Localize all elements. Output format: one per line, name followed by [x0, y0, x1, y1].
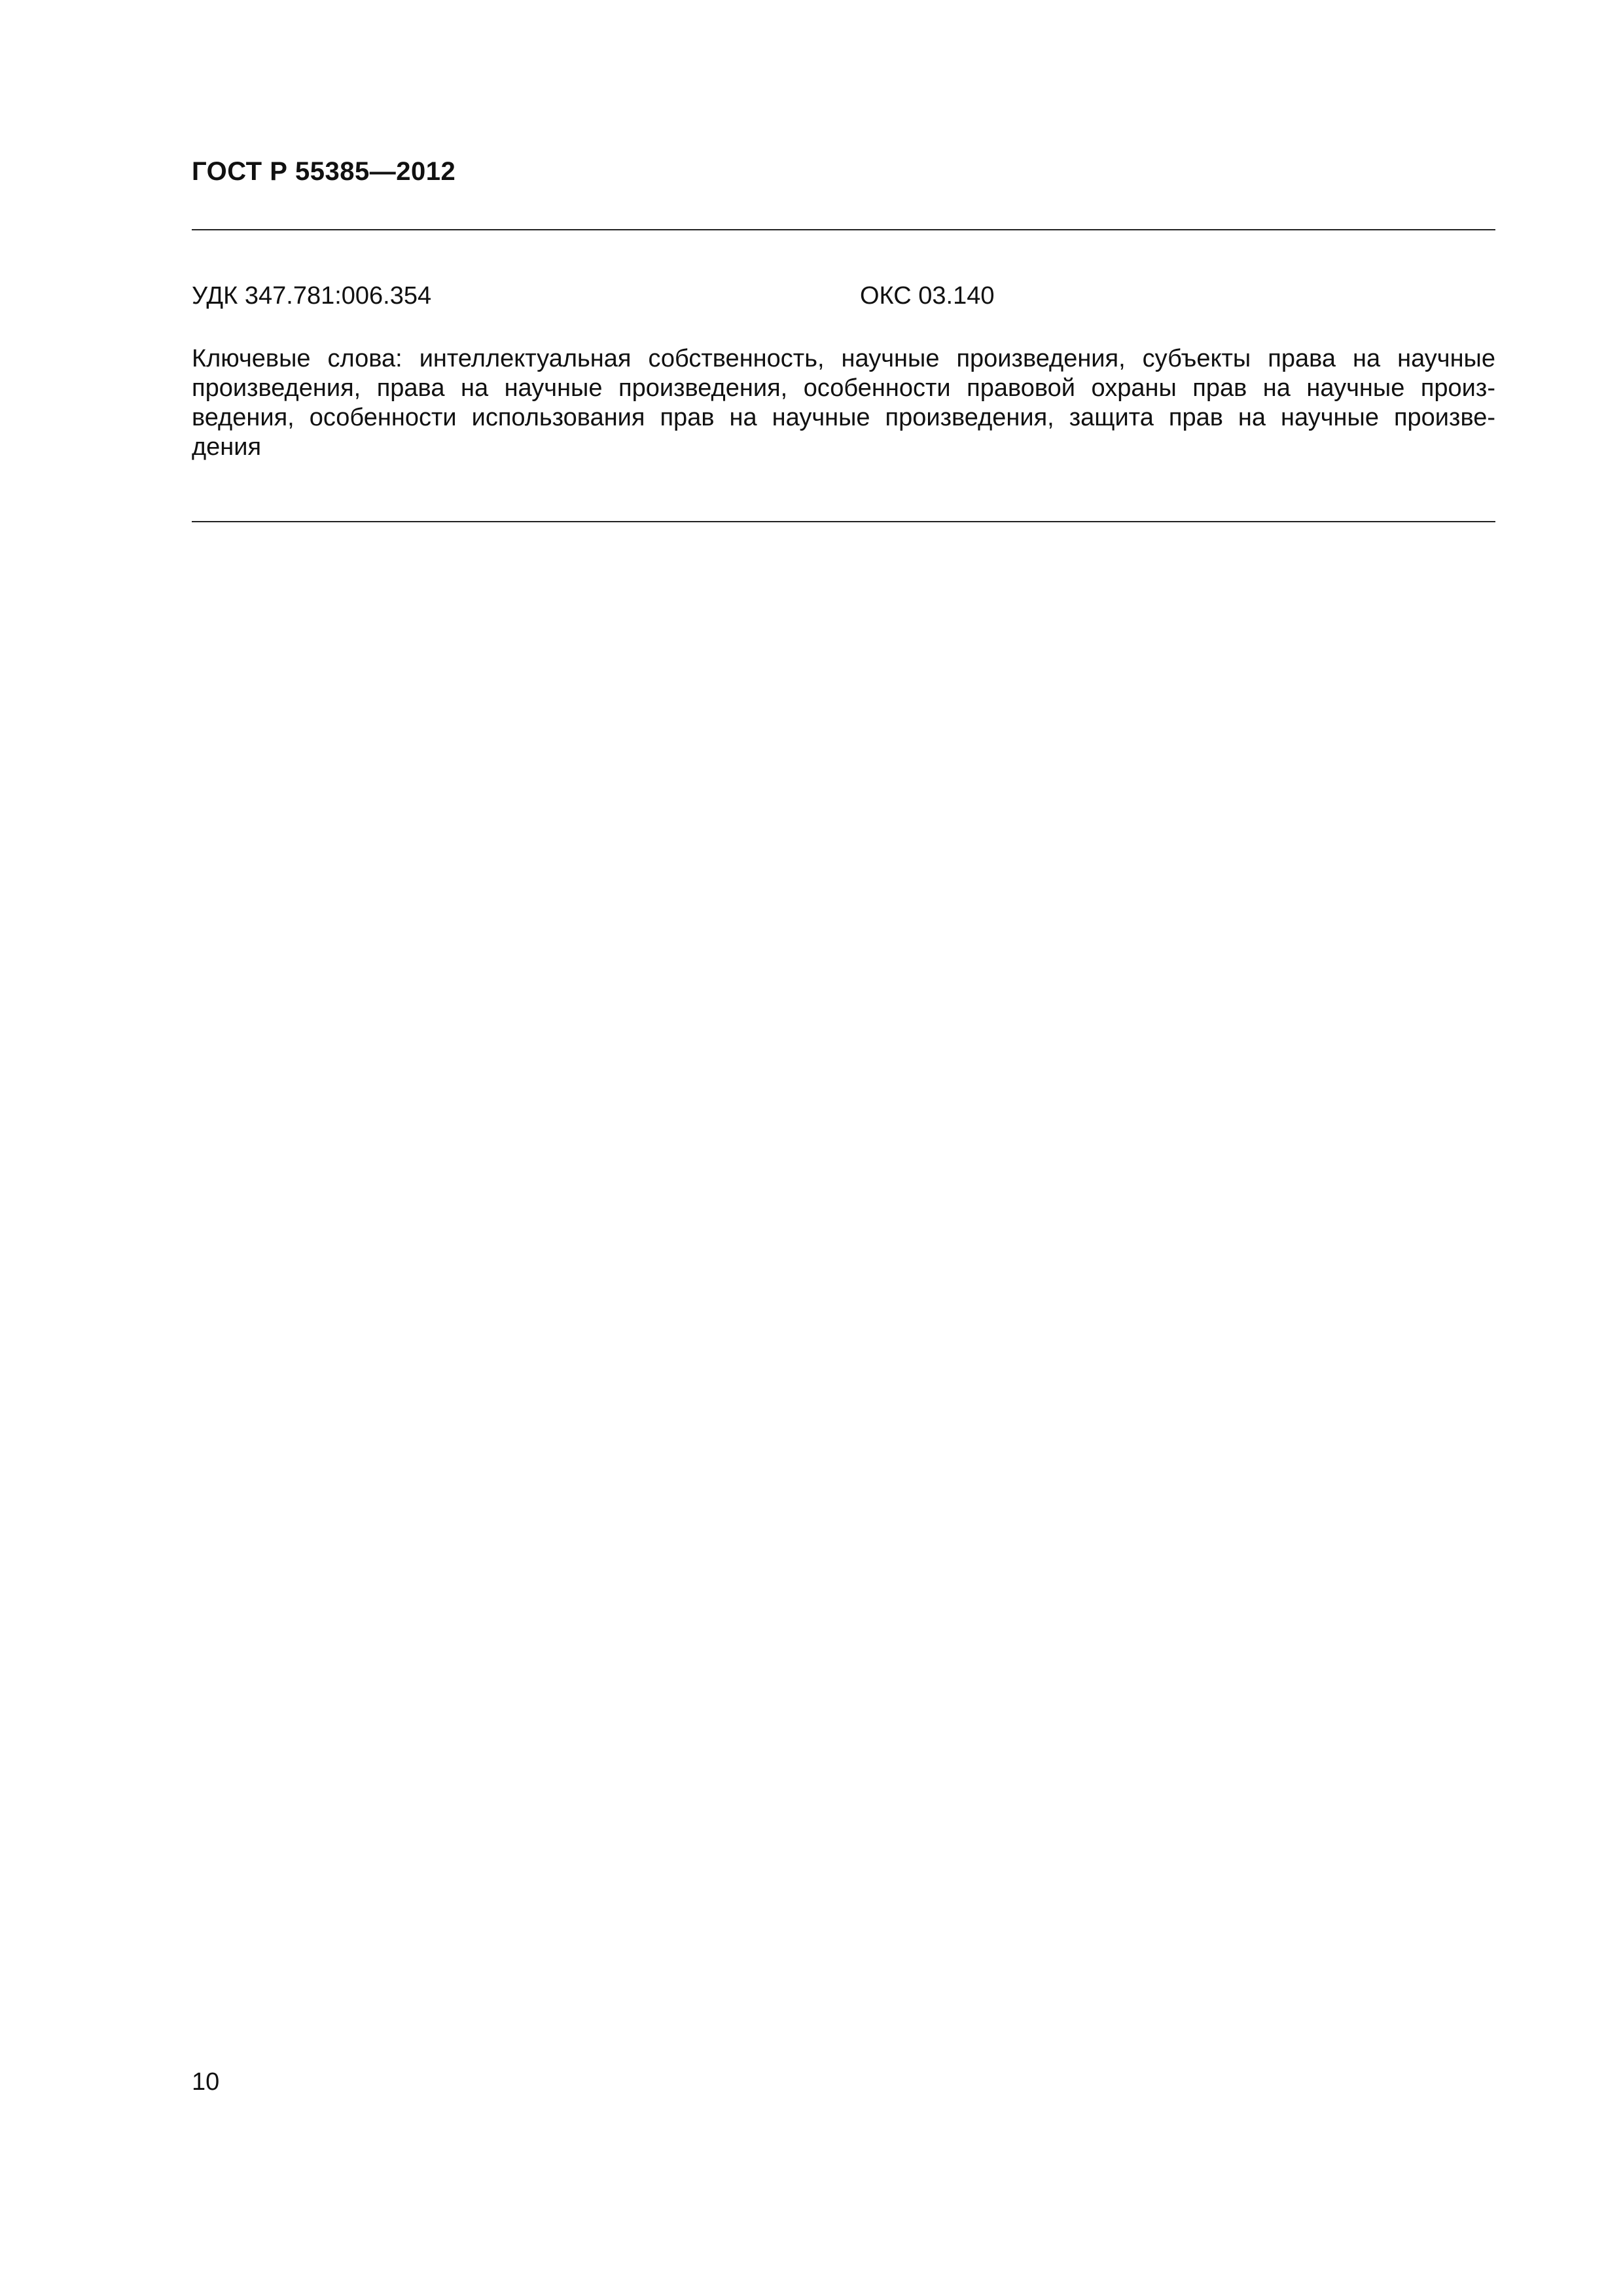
bottom-divider — [192, 521, 1495, 522]
keywords-line: дения — [192, 433, 262, 461]
keywords-line: произведения, права на научные произведения, особенности правовой охраны прав на научные произ- — [192, 374, 1495, 402]
top-divider — [192, 229, 1495, 230]
oks-code: ОКС 03.140 — [860, 282, 995, 310]
document-header: ГОСТ Р 55385—2012 — [192, 157, 456, 186]
udk-code: УДК 347.781:006.354 — [192, 282, 432, 310]
keywords-line: ведения, особенности использования прав на научные произведения, защита прав на научные произве- — [192, 404, 1495, 431]
keywords-paragraph — [192, 344, 1495, 462]
page-number: 10 — [192, 2068, 220, 2096]
keywords-line: Ключевые слова: интеллектуальная собственность, научные произведения, субъекты права на научные — [192, 345, 1495, 372]
